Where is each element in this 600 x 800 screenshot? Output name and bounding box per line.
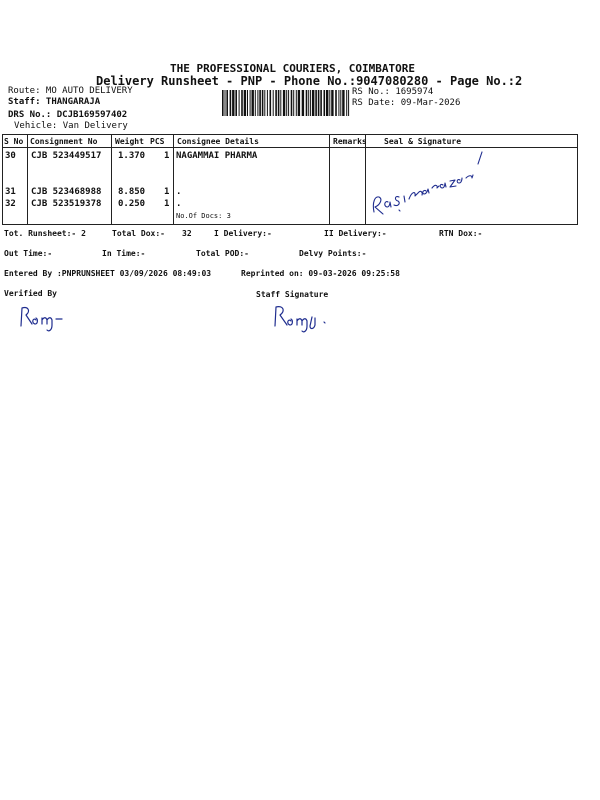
barcode-bar bbox=[232, 90, 234, 116]
rtn-dox: RTN Dox:- bbox=[439, 229, 483, 238]
barcode-bar bbox=[306, 90, 308, 116]
barcode-bar bbox=[331, 90, 333, 116]
rs-date: RS Date: 09-Mar-2026 bbox=[352, 98, 461, 108]
row-weight: 1.370 bbox=[118, 151, 146, 161]
barcode-bar bbox=[247, 90, 248, 116]
barcode-bar bbox=[225, 90, 226, 116]
barcode-bar bbox=[291, 90, 293, 116]
barcode-bar bbox=[264, 90, 265, 116]
table-col-line bbox=[111, 134, 112, 224]
row-sno: 31 bbox=[5, 187, 16, 197]
reprinted-on: Reprinted on: 09-03-2026 09:25:58 bbox=[241, 269, 400, 278]
row-pcs: 1 bbox=[164, 187, 170, 197]
barcode-bar bbox=[259, 90, 261, 116]
ii-delivery: II Delivery:- bbox=[324, 229, 387, 238]
barcode-bar bbox=[226, 90, 228, 116]
vehicle-label: Vehicle: Van Delivery bbox=[14, 121, 128, 131]
verifier-signature bbox=[18, 304, 68, 334]
staff-signature bbox=[272, 304, 332, 336]
company-title: THE PROFESSIONAL COURIERS, COIMBATORE bbox=[170, 62, 416, 75]
barcode-bar bbox=[310, 90, 311, 116]
docs-count: No.Of Docs: 3 bbox=[176, 212, 231, 220]
table-bottom-border bbox=[2, 224, 578, 225]
i-delivery: I Delivery:- bbox=[214, 229, 272, 238]
barcode-bar bbox=[275, 90, 277, 116]
barcode-bar bbox=[324, 90, 326, 116]
barcode-bar bbox=[252, 90, 254, 116]
total-pod: Total POD:- bbox=[196, 249, 249, 258]
barcode-bar bbox=[326, 90, 328, 116]
barcode-bar bbox=[348, 90, 349, 116]
rs-number: RS No.: 1695974 bbox=[352, 87, 434, 97]
barcode-bar bbox=[250, 90, 251, 116]
table-header-border bbox=[2, 147, 578, 148]
barcode-bar bbox=[298, 90, 300, 116]
row-consignee: NAGAMMAI PHARMA bbox=[176, 151, 258, 161]
barcode bbox=[222, 90, 350, 116]
row-sno: 30 bbox=[5, 151, 16, 161]
col-header-sno: S No bbox=[4, 137, 24, 146]
barcode-bar bbox=[230, 90, 232, 116]
total-dox-value: 32 bbox=[182, 229, 192, 238]
barcode-bar bbox=[257, 90, 258, 116]
table-col-line bbox=[173, 134, 174, 224]
verified-by-label: Verified By bbox=[4, 289, 57, 298]
barcode-bar bbox=[315, 90, 317, 116]
col-header-consignment: Consignment No bbox=[30, 137, 98, 146]
row-consignee: . bbox=[176, 187, 182, 197]
barcode-bar bbox=[312, 90, 314, 116]
barcode-bar bbox=[308, 90, 309, 116]
barcode-bar bbox=[255, 90, 256, 116]
col-header-remarks: Remarks bbox=[333, 137, 367, 146]
total-dox-label: Total Dox:- bbox=[112, 229, 165, 238]
row-pcs: 1 bbox=[164, 199, 170, 209]
row-consignment: CJB 523449517 bbox=[31, 151, 102, 161]
barcode-bar bbox=[283, 90, 285, 116]
row-consignment: CJB 523519378 bbox=[31, 199, 102, 209]
row-consignment: CJB 523468988 bbox=[31, 187, 102, 197]
table-col-line bbox=[2, 134, 3, 224]
barcode-bar bbox=[239, 90, 240, 116]
staff-label: Staff: THANGARAJA bbox=[8, 97, 101, 107]
in-time: In Time:- bbox=[102, 249, 146, 258]
delvy-points: Delvy Points:- bbox=[299, 249, 367, 258]
row-weight: 0.250 bbox=[118, 199, 146, 209]
col-header-seal-signature: Seal & Signature bbox=[384, 137, 462, 146]
consignee-signature bbox=[366, 150, 496, 222]
barcode-bar bbox=[267, 90, 268, 116]
barcode-bar bbox=[346, 90, 347, 116]
barcode-bar bbox=[273, 90, 274, 116]
table-col-line bbox=[27, 134, 28, 224]
row-consignee: . bbox=[176, 199, 182, 209]
barcode-bar bbox=[318, 90, 320, 116]
barcode-bar bbox=[340, 90, 341, 116]
tot-runsheet: Tot. Runsheet:- 2 bbox=[4, 229, 86, 238]
barcode-bar bbox=[235, 90, 237, 116]
row-sno: 32 bbox=[5, 199, 16, 209]
col-header-weight: Weight bbox=[115, 137, 144, 146]
barcode-bar bbox=[293, 90, 294, 116]
barcode-bar bbox=[296, 90, 297, 116]
runsheet-subtitle: Delivery Runsheet - PNP - Phone No.:9047080280 - Page No.:2 bbox=[96, 74, 523, 88]
staff-signature-label: Staff Signature bbox=[256, 290, 329, 299]
barcode-bar bbox=[222, 90, 224, 116]
barcode-bar bbox=[288, 90, 289, 116]
barcode-bar bbox=[329, 90, 330, 116]
barcode-bar bbox=[241, 90, 243, 116]
barcode-bar bbox=[342, 90, 344, 116]
row-weight: 8.850 bbox=[118, 187, 146, 197]
barcode-bar bbox=[286, 90, 287, 116]
route-label: Route: MO AUTO DELIVERY bbox=[8, 86, 133, 96]
barcode-bar bbox=[320, 90, 322, 116]
row-pcs: 1 bbox=[164, 151, 170, 161]
barcode-bar bbox=[270, 90, 272, 116]
barcode-bar bbox=[302, 90, 304, 116]
barcode-bar bbox=[280, 90, 281, 116]
barcode-bar bbox=[278, 90, 280, 116]
entered-by: Entered By :PNPRUNSHEET 03/09/2026 08:49:03 bbox=[4, 269, 212, 278]
barcode-bar bbox=[338, 90, 339, 116]
col-header-pcs: PCS bbox=[150, 137, 165, 146]
barcode-bar bbox=[244, 90, 246, 116]
barcode-bar bbox=[262, 90, 264, 116]
barcode-bar bbox=[335, 90, 337, 116]
table-col-line bbox=[577, 134, 578, 224]
table-col-line bbox=[329, 134, 330, 224]
col-header-consignee: Consignee Details bbox=[177, 137, 259, 146]
out-time: Out Time:- bbox=[4, 249, 53, 258]
table-top-border bbox=[2, 134, 578, 135]
drs-number: DRS No.: DCJB169597402 bbox=[8, 110, 128, 120]
